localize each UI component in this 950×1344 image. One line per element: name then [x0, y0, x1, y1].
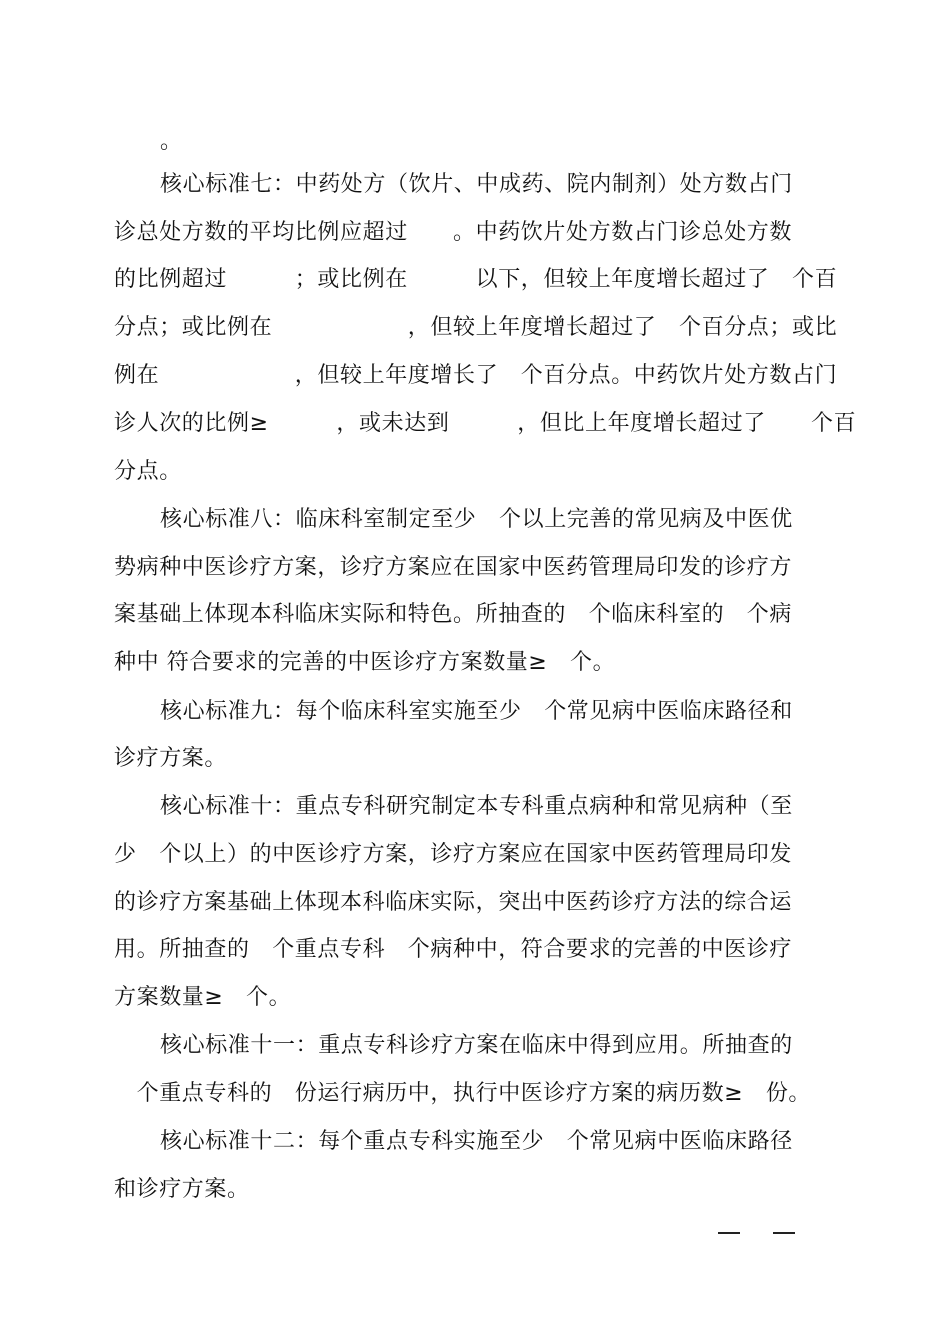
- text-line: 诊疗方案。: [114, 746, 228, 771]
- text-line: 例在 ，但较上年度增长了 个百分点。中药饮片处方数占门: [114, 363, 838, 388]
- text-line: 的比例超过 ；或比例在 以下，但较上年度增长超过了 个百: [114, 267, 838, 292]
- text-line: 分点；或比例在 ，但较上年度增长超过了 个百分点；或比: [114, 315, 838, 340]
- text-line: 种中 符合要求的完善的中医诊疗方案数量≥ 个。: [114, 650, 616, 675]
- text-line: 核心标准十二：每个重点专科实施至少 个常见病中医临床路径: [160, 1129, 793, 1154]
- text-line: 用。所抽查的 个重点专科 个病种中，符合要求的完善的中医诊疗: [114, 937, 793, 962]
- text-line: 诊人次的比例≥ ，或未达到 ，但比上年度增长超过了 个百: [114, 411, 857, 436]
- text-line: 和诊疗方案。: [114, 1177, 250, 1202]
- text-line: 少 个以上）的中医诊疗方案，诊疗方案应在国家中医药管理局印发: [114, 842, 793, 867]
- text-line: 分点。: [114, 459, 182, 484]
- text-line: 个重点专科的 份运行病历中，执行中医诊疗方案的病历数≥ 份。: [114, 1081, 812, 1106]
- page-number-dash-right: [773, 1232, 795, 1234]
- text-line: 。: [160, 129, 183, 154]
- text-line: 核心标准七：中药处方（饮片、中成药、院内制剂）处方数占门: [160, 172, 793, 197]
- text-line: 方案数量≥ 个。: [114, 985, 292, 1010]
- text-line: 案基础上体现本科临床实际和特色。所抽查的 个临床科室的 个病: [114, 602, 793, 627]
- text-line: 核心标准八：临床科室制定至少 个以上完善的常见病及中医优: [160, 507, 793, 532]
- page-number-dash-left: [718, 1232, 740, 1234]
- text-line: 的诊疗方案基础上体现本科临床实际，突出中医药诊疗方法的综合运: [114, 890, 793, 915]
- text-line: 诊总处方数的平均比例应超过 。中药饮片处方数占门诊总处方数: [114, 220, 793, 245]
- text-line: 核心标准十一：重点专科诊疗方案在临床中得到应用。所抽查的: [160, 1033, 793, 1058]
- text-line: 势病种中医诊疗方案，诊疗方案应在国家中医药管理局印发的诊疗方: [114, 555, 793, 580]
- text-line: 核心标准十：重点专科研究制定本专科重点病种和常见病种（至: [160, 794, 793, 819]
- text-line: 核心标准九：每个临床科室实施至少 个常见病中医临床路径和: [160, 699, 793, 724]
